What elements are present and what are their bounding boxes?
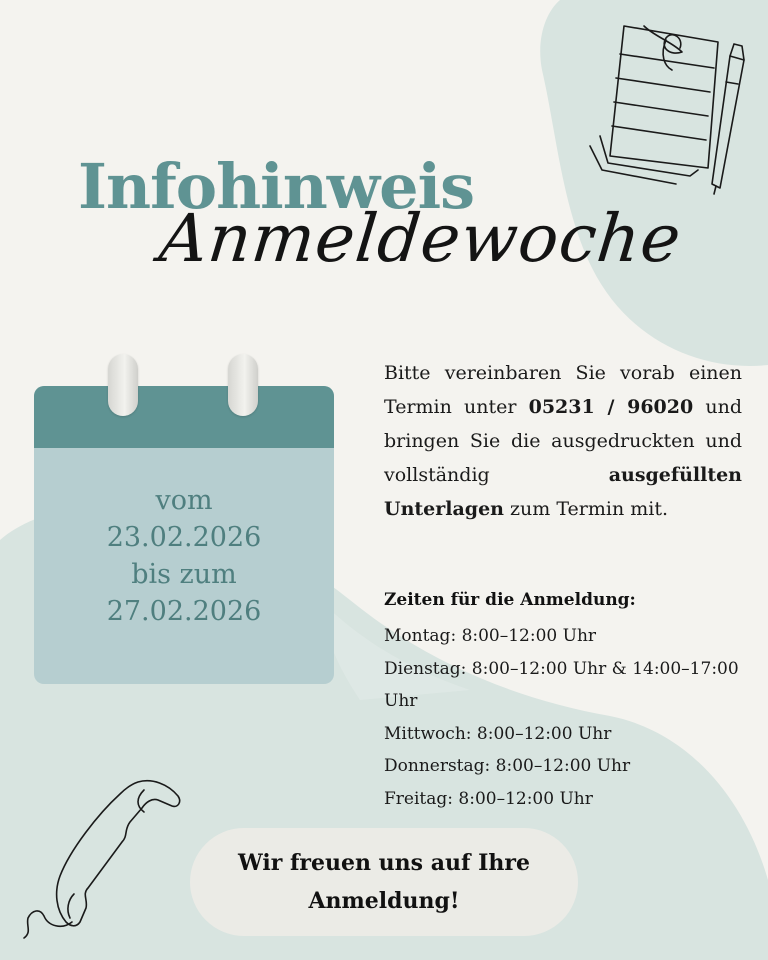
calendar-from-label: vom [155,485,213,516]
calendar-to-label: bis zum [131,559,237,590]
hours-friday: Freitag: 8:00–12:00 Uhr [384,788,593,809]
calendar-ring-left [108,354,138,416]
hours-wednesday: Mittwoch: 8:00–12:00 Uhr [384,723,612,744]
page-title: Infohinweis [78,150,475,223]
hours-monday: Montag: 8:00–12:00 Uhr [384,626,597,646]
closing-message: Wir freuen uns auf Ihre Anmeldung! [238,850,530,914]
calendar-dates [34,482,334,630]
intro-text-3: zum Termin mit. [503,498,668,520]
notepad-pen-icon [580,18,760,196]
calendar-ring-right [228,354,258,416]
calendar-start-date: 23.02.2026 [106,522,262,553]
calendar-end-date: 27.02.2026 [106,596,262,627]
hours-tuesday: Dienstag: 8:00–12:00 Uhr & 14:00–17:00 Uhr [384,658,739,711]
hours-list [384,620,744,815]
page-subtitle: Anmeldewoche [155,200,686,277]
closing-message-pill [190,828,578,936]
hours-heading: Zeiten für die Anmeldung: [384,590,636,610]
hours-thursday: Donnerstag: 8:00–12:00 Uhr [384,756,631,776]
intro-text-1: Bitte vereinbaren Sie vorab einen Termin unter [384,362,742,418]
intro-text-2: und bringen Sie die ausgedruckten und vollständig [384,396,743,486]
phone-number: 05231 / 96020 [528,396,694,418]
calendar-graphic [34,354,334,684]
intro-emphasis: ausgefüllten Unterlagen [384,464,742,520]
intro-paragraph [384,356,742,526]
telephone-handset-icon [18,776,188,946]
calendar-header-band [34,386,334,448]
